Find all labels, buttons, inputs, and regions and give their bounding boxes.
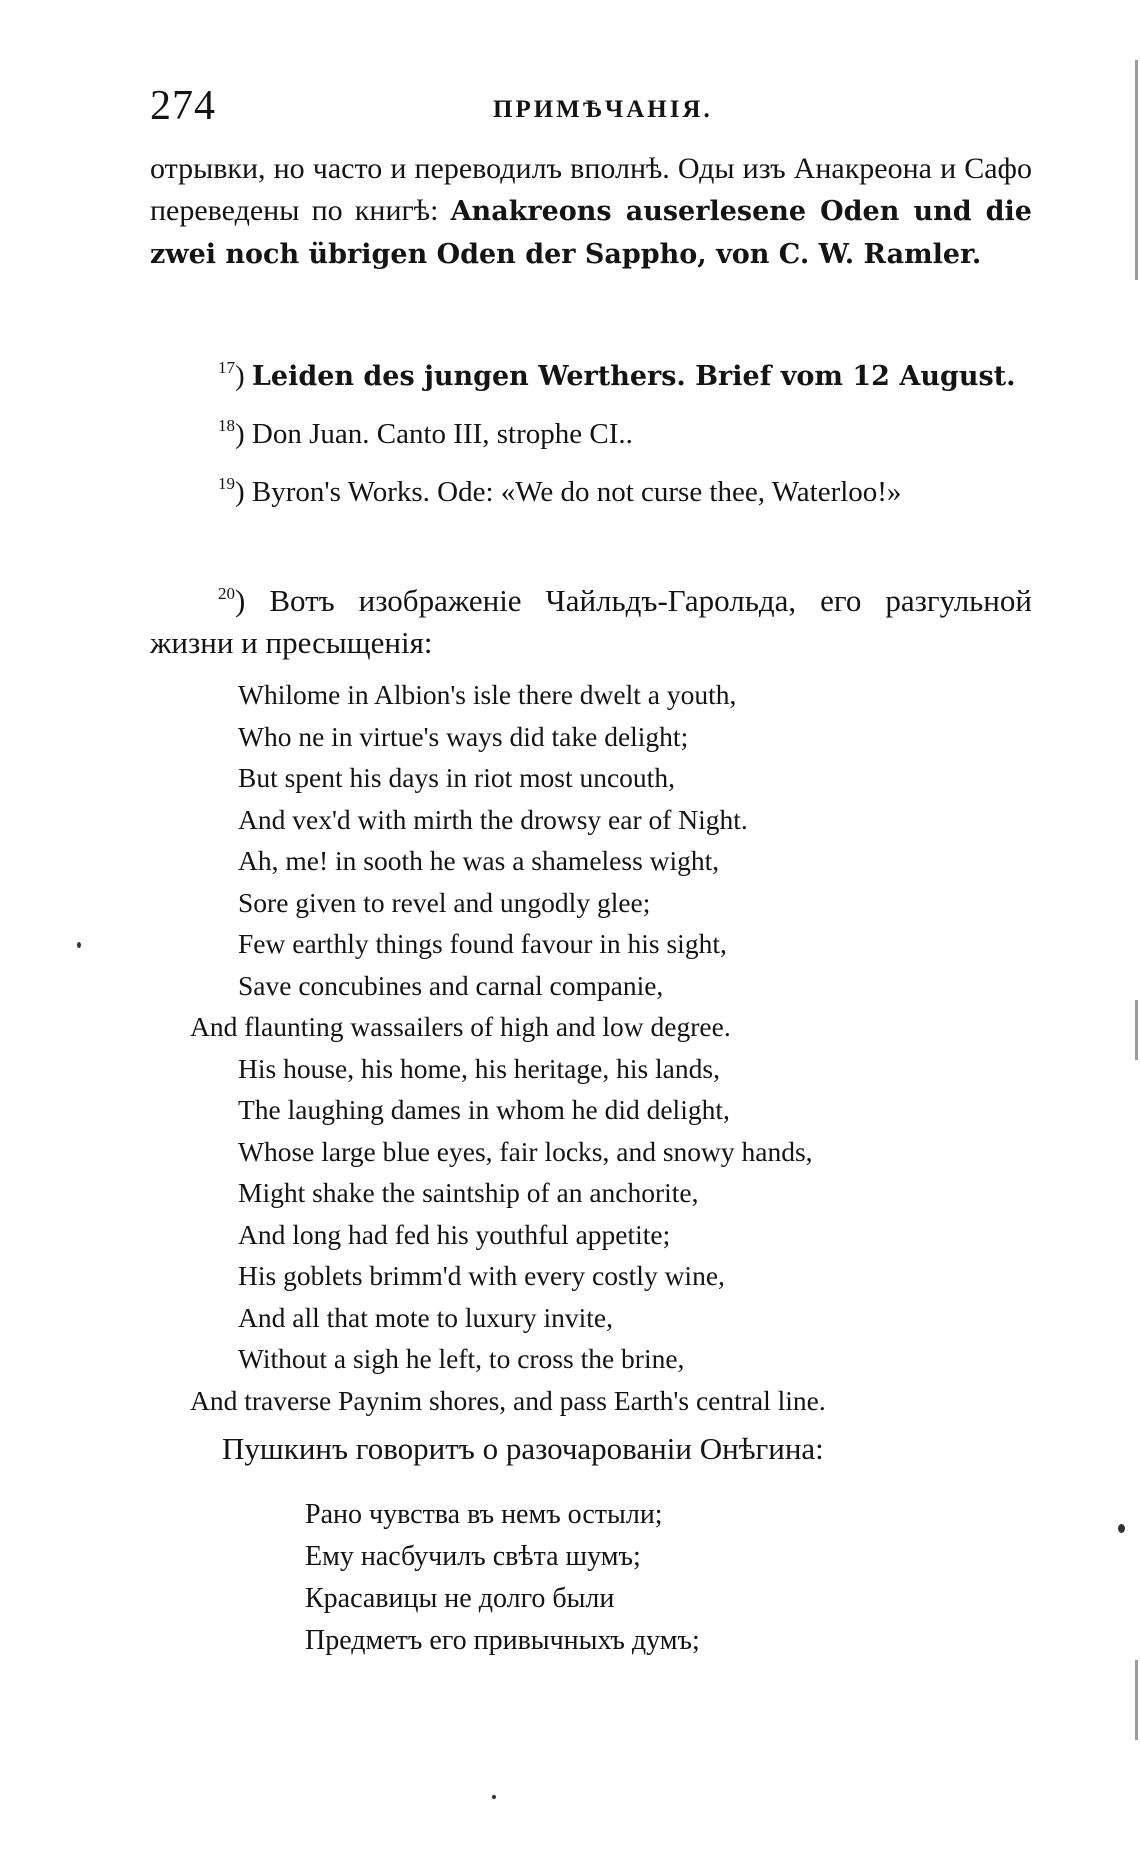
poem-line: Whilome in Albion's isle there dwelt a youth, [238,679,737,710]
footnote-18: $^{18}$) Don Juan. Canto III, strophe CI.. [218,416,633,450]
footnote-20: $^{20}$) Вотъ изображеніе Чайльдъ-Гарольда, его разгульной жизни и пресыщенія: [150,583,1032,660]
poem-line: Sore given to revel and ungodly glee; [238,886,651,918]
ink-speck [1118,1524,1125,1533]
poem-line: Ему насбучилъ свѣта шумъ; [305,1541,641,1572]
footnote-19: $^{19}$) Byron's Works. Ode: «We do not curse thee, Waterloo!» [218,474,902,508]
page-header [150,82,1030,132]
poem-line: Whose large blue eyes, fair locks, and snowy hands, [238,1135,813,1167]
poem-line: And vex'd with mirth the drowsy ear of Night. [238,803,748,835]
footnote-number: 20 [218,584,235,603]
footnote-text: Don Juan. Canto III, strophe CI.. [251,418,633,450]
poem-line: And traverse Paynim shores, and pass Earth's central line. [190,1384,826,1416]
footnote-number: 19 [218,474,235,493]
footnote-text: Byron's Works. Ode: «We do not curse thee, Waterloo!» [251,476,902,508]
paragraph-text-german: Anakreons auserlesene Oden und die zwei noch übrigen Oden der Sappho, von C. W. Ramler. [150,196,1032,270]
poem-line: Without a sigh he left, to cross the brine, [238,1343,685,1374]
poem-line: Ah, me! in sooth he was a shameless wight, [238,845,720,876]
poem-line: The laughing dames in whom he did delight, [238,1094,730,1125]
page-number: 274 [150,83,216,129]
poem-line: Рано чувства въ немъ остыли; [305,1499,663,1530]
paragraph-text-russian: отрывки, но часто и переводилъ вполнѣ. Оды изъ Анакреона и Сафо переведены по книгѣ: [150,152,1032,227]
footnote-number: 17 [218,358,235,377]
footnote-number: 18 [218,416,235,435]
poem-line: But spent his days in riot most uncouth, [238,762,675,793]
page-edge-shadow [1135,1660,1138,1740]
poem-line: Few earthly things found favour in his sight, [238,928,727,959]
running-head: ПРИМѢЧАНІЯ. [493,96,713,123]
poem-line: And flaunting wassailers of high and low degree. [190,1011,731,1042]
ink-speck [77,942,81,948]
pushkin-intro: Пушкинъ говоритъ о разочарованіи Онѣгина: [222,1431,824,1466]
poem-line: His goblets brimm'd with every costly wine, [238,1260,725,1291]
poem-line: Might shake the saintship of an anchorite, [238,1177,699,1208]
poem-line: And all that mote to luxury invite, [238,1301,614,1333]
harold-poem [190,674,826,1421]
ink-speck [492,1795,496,1799]
poem-line: Save concubines and carnal companie, [238,969,664,1001]
poem-line: Красавицы не долго были [305,1583,615,1614]
page-edge-shadow [1135,1000,1138,1060]
poem-line: Who ne in virtue's ways did take delight; [238,720,689,752]
page-edge-shadow [1135,60,1138,280]
poem-line: And long had fed his youthful appetite; [238,1218,671,1250]
pushkin-poem [305,1494,700,1662]
footnote-17: $^{17}$) Leiden des jungen Werthers. Brief vom 12 August. [218,358,1016,392]
footnote-text: Leiden des jungen Werthers. Brief vom 12 August. [251,361,1016,392]
footnote-text: Вотъ изображеніе Чайльдъ-Гарольда, его разгульной жизни и пресыщенія: [150,583,1032,660]
poem-line: His house, his home, his heritage, his lands, [238,1052,720,1084]
poem-line: Предметъ его привычныхъ думъ; [305,1625,700,1656]
continued-paragraph [150,148,1032,276]
